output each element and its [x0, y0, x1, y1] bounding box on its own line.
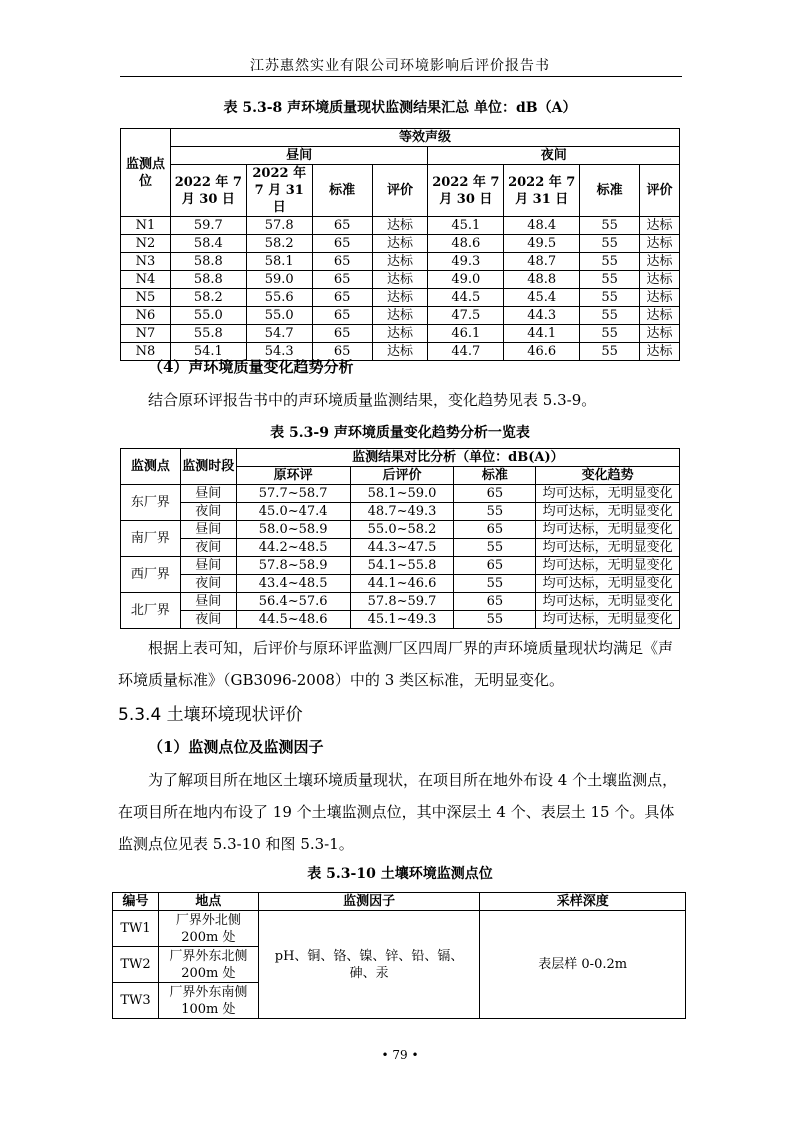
table-cell: 58.8 [170, 271, 246, 289]
table-cell: 49.5 [504, 235, 580, 253]
table-cell: 44.1~46.6 [350, 575, 454, 593]
table-cell: N2 [121, 235, 171, 253]
table-cell: 65 [454, 557, 536, 575]
table-cell: 夜间 [180, 575, 236, 593]
header-night: 夜间 [428, 147, 680, 165]
header-night-eval: 评价 [640, 165, 680, 217]
table-cell: 65 [454, 485, 536, 503]
table-row [121, 271, 680, 289]
noise-monitoring-table [120, 128, 680, 361]
table-cell: 44.5~48.6 [236, 611, 350, 629]
table-cell: 达标 [640, 235, 680, 253]
table-cell: 58.1~59.0 [350, 485, 454, 503]
table-cell: N6 [121, 307, 171, 325]
table-cell: 夜间 [180, 611, 236, 629]
table-cell: 55 [580, 235, 640, 253]
table3-caption: 表 5.3-10 土壤环境监测点位 [307, 866, 493, 882]
table-cell: 58.8 [170, 253, 246, 271]
boundary-name: 北厂界 [121, 593, 181, 629]
table-cell: 55.0~58.2 [350, 521, 454, 539]
table-row [121, 307, 680, 325]
table-cell: N7 [121, 325, 171, 343]
table-cell: 夜间 [180, 503, 236, 521]
header-point: 监测点 [121, 449, 181, 485]
header-post: 后评价 [350, 467, 454, 485]
header-level: 等效声级 [170, 129, 679, 147]
table-cell: 55 [580, 253, 640, 271]
row-location: 厂界外北侧 200m 处 [158, 911, 258, 947]
header-period: 监测时段 [180, 449, 236, 485]
table-cell: 达标 [372, 217, 428, 235]
table-cell: 45.1~49.3 [350, 611, 454, 629]
table-cell: 65 [454, 521, 536, 539]
table-cell: 均可达标，无明显变化 [536, 539, 680, 557]
header-point: 监测点位 [121, 129, 171, 217]
table-cell: 49.0 [428, 271, 504, 289]
header-divider [120, 76, 682, 77]
table-cell: 48.7~49.3 [350, 503, 454, 521]
table-cell: 58.4 [170, 235, 246, 253]
table-cell: 均可达标，无明显变化 [536, 557, 680, 575]
sampling-depth: 表层样 0-0.2m [480, 911, 686, 1019]
table-row [121, 253, 680, 271]
table-row [121, 235, 680, 253]
table-cell: 昼间 [180, 593, 236, 611]
table-cell: 58.0~58.9 [236, 521, 350, 539]
table-cell: 59.7 [170, 217, 246, 235]
table-cell: 48.6 [428, 235, 504, 253]
table-cell: 55 [580, 289, 640, 307]
table-cell: 达标 [372, 325, 428, 343]
table-row [121, 325, 680, 343]
table-cell: 达标 [640, 253, 680, 271]
table-cell: 达标 [372, 271, 428, 289]
table-cell: 达标 [640, 343, 680, 361]
table-cell: 54.7 [246, 325, 312, 343]
table1-caption: 表 5.3-8 声环境质量现状监测结果汇总 单位：dB（A） [223, 100, 577, 116]
soil-points-table [112, 892, 686, 1019]
table-cell: 55 [580, 325, 640, 343]
table-cell: 55.6 [246, 289, 312, 307]
table-cell: 昼间 [180, 557, 236, 575]
table-cell: 54.1~55.8 [350, 557, 454, 575]
header-original: 原环评 [236, 467, 350, 485]
table-cell: 昼间 [180, 485, 236, 503]
header-compare: 监测结果对比分析（单位：dB(A)） [236, 449, 679, 467]
section-4-title: （4）声环境质量变化趋势分析 [148, 358, 354, 376]
section-1-title: （1）监测点位及监测因子 [148, 738, 324, 756]
table-cell: N8 [121, 343, 171, 361]
header-night-std: 标准 [580, 165, 640, 217]
table-cell: 46.6 [504, 343, 580, 361]
table-cell: 均可达标，无明显变化 [536, 503, 680, 521]
table-row [121, 217, 680, 235]
table-cell: 均可达标，无明显变化 [536, 593, 680, 611]
table-cell: 45.1 [428, 217, 504, 235]
table-cell: 达标 [640, 271, 680, 289]
header-depth: 采样深度 [480, 893, 686, 911]
table-cell: 55 [454, 503, 536, 521]
page-number: • 79 • [381, 1048, 419, 1062]
header-standard: 标准 [454, 467, 536, 485]
table-cell: 55 [454, 539, 536, 557]
table-cell: 59.0 [246, 271, 312, 289]
table-cell: 达标 [640, 217, 680, 235]
table-cell: 65 [312, 307, 372, 325]
table-cell: N1 [121, 217, 171, 235]
table-cell: 54.3 [246, 343, 312, 361]
table-cell: 达标 [372, 235, 428, 253]
table-cell: 均可达标，无明显变化 [536, 485, 680, 503]
table-cell: 46.1 [428, 325, 504, 343]
table-cell: 57.8~59.7 [350, 593, 454, 611]
header-day-std: 标准 [312, 165, 372, 217]
table-cell: 均可达标，无明显变化 [536, 575, 680, 593]
page-header: 江苏惠然实业有限公司环境影响后评价报告书 [250, 58, 550, 74]
table-cell: 65 [312, 343, 372, 361]
table-row [121, 521, 680, 539]
table-cell: 47.5 [428, 307, 504, 325]
table-cell: 达标 [640, 325, 680, 343]
table-cell: 65 [312, 289, 372, 307]
table-row [121, 503, 680, 521]
table-cell: 65 [312, 235, 372, 253]
row-location: 厂界外东北侧 200m 处 [158, 947, 258, 983]
table-row [121, 289, 680, 307]
table-cell: 43.4~48.5 [236, 575, 350, 593]
table-cell: 55.8 [170, 325, 246, 343]
header-trend: 变化趋势 [536, 467, 680, 485]
monitoring-factors: pH、铜、铬、镍、锌、铅、镉、砷、汞 [258, 911, 480, 1019]
header-day: 昼间 [170, 147, 428, 165]
table2-caption: 表 5.3-9 声环境质量变化趋势分析一览表 [270, 425, 530, 441]
table-cell: N5 [121, 289, 171, 307]
table-cell: 55 [580, 307, 640, 325]
table-cell: 55 [580, 217, 640, 235]
table-cell: 44.3 [504, 307, 580, 325]
table-cell: 达标 [640, 289, 680, 307]
table-cell: 49.3 [428, 253, 504, 271]
table-cell: 昼间 [180, 521, 236, 539]
header-day-date2: 2022 年 7 月 31 日 [246, 165, 312, 217]
header-day-eval: 评价 [372, 165, 428, 217]
table-cell: 达标 [372, 289, 428, 307]
table-cell: 达标 [372, 307, 428, 325]
table-row [121, 575, 680, 593]
table-cell: 57.7~58.7 [236, 485, 350, 503]
table-cell: 45.4 [504, 289, 580, 307]
header-location: 地点 [158, 893, 258, 911]
row-id: TW2 [113, 947, 159, 983]
table-cell: 48.7 [504, 253, 580, 271]
header-day-date1: 2022 年 7 月 30 日 [170, 165, 246, 217]
table-cell: 65 [312, 271, 372, 289]
row-location: 厂界外东南侧 100m 处 [158, 983, 258, 1019]
table-cell: 44.3~47.5 [350, 539, 454, 557]
table-cell: 44.2~48.5 [236, 539, 350, 557]
table-cell: 54.1 [170, 343, 246, 361]
table-cell: 55 [580, 343, 640, 361]
table-cell: 56.4~57.6 [236, 593, 350, 611]
table-cell: 65 [454, 593, 536, 611]
header-night-date2: 2022 年 7 月 31 日 [504, 165, 580, 217]
table-row [121, 611, 680, 629]
table-cell: 均可达标，无明显变化 [536, 521, 680, 539]
table-cell: N4 [121, 271, 171, 289]
table-cell: 均可达标，无明显变化 [536, 611, 680, 629]
table-cell: 55 [454, 611, 536, 629]
table-cell: 55 [454, 575, 536, 593]
row-id: TW3 [113, 983, 159, 1019]
table-cell: 58.2 [246, 235, 312, 253]
table-cell: 65 [312, 217, 372, 235]
boundary-name: 西厂界 [121, 557, 181, 593]
table-cell: 达标 [372, 253, 428, 271]
table-cell: 达标 [372, 343, 428, 361]
paragraph-1: 结合原环评报告书中的声环境质量监测结果，变化趋势见表 5.3-9。 [148, 391, 597, 409]
table-cell: 48.4 [504, 217, 580, 235]
table-cell: 57.8 [246, 217, 312, 235]
table-cell: 57.8~58.9 [236, 557, 350, 575]
table-cell: 58.1 [246, 253, 312, 271]
table-cell: 44.7 [428, 343, 504, 361]
table-cell: 65 [312, 253, 372, 271]
table-cell: 65 [312, 325, 372, 343]
table-cell: 58.2 [170, 289, 246, 307]
table-cell: N3 [121, 253, 171, 271]
row-id: TW1 [113, 911, 159, 947]
noise-trend-table [120, 448, 680, 629]
table-cell: 55 [580, 271, 640, 289]
header-night-date1: 2022 年 7 月 30 日 [428, 165, 504, 217]
table-cell: 48.8 [504, 271, 580, 289]
table-row [121, 539, 680, 557]
table-row [121, 485, 680, 503]
table-cell: 达标 [640, 307, 680, 325]
boundary-name: 东厂界 [121, 485, 181, 521]
header-id: 编号 [113, 893, 159, 911]
table-row [121, 557, 680, 575]
table-cell: 55.0 [170, 307, 246, 325]
table-cell: 夜间 [180, 539, 236, 557]
section-5-3-4-heading: 5.3.4 土壤环境现状评价 [118, 705, 303, 725]
paragraph-2: 根据上表可知，后评价与原环评监测厂区四周厂界的声环境质量现状均满足《声环境质量标准》（GB3096-2008）中的 3 类区标准，无明显变化。 [118, 639, 674, 689]
table-cell: 44.1 [504, 325, 580, 343]
header-factor: 监测因子 [258, 893, 480, 911]
table-cell: 45.0~47.4 [236, 503, 350, 521]
table-cell: 55.0 [246, 307, 312, 325]
table-cell: 44.5 [428, 289, 504, 307]
table-row [121, 593, 680, 611]
paragraph-3: 为了解项目所在地区土壤环境质量现状，在项目所在地外布设 4 个土壤监测点，在项目所在地内布设了 19 个土壤监测点位，其中深层土 4 个、表层土 15 个。具体监测点位见表 5.3-10 和图 5.3-1。 [118, 771, 678, 853]
boundary-name: 南厂界 [121, 521, 181, 557]
